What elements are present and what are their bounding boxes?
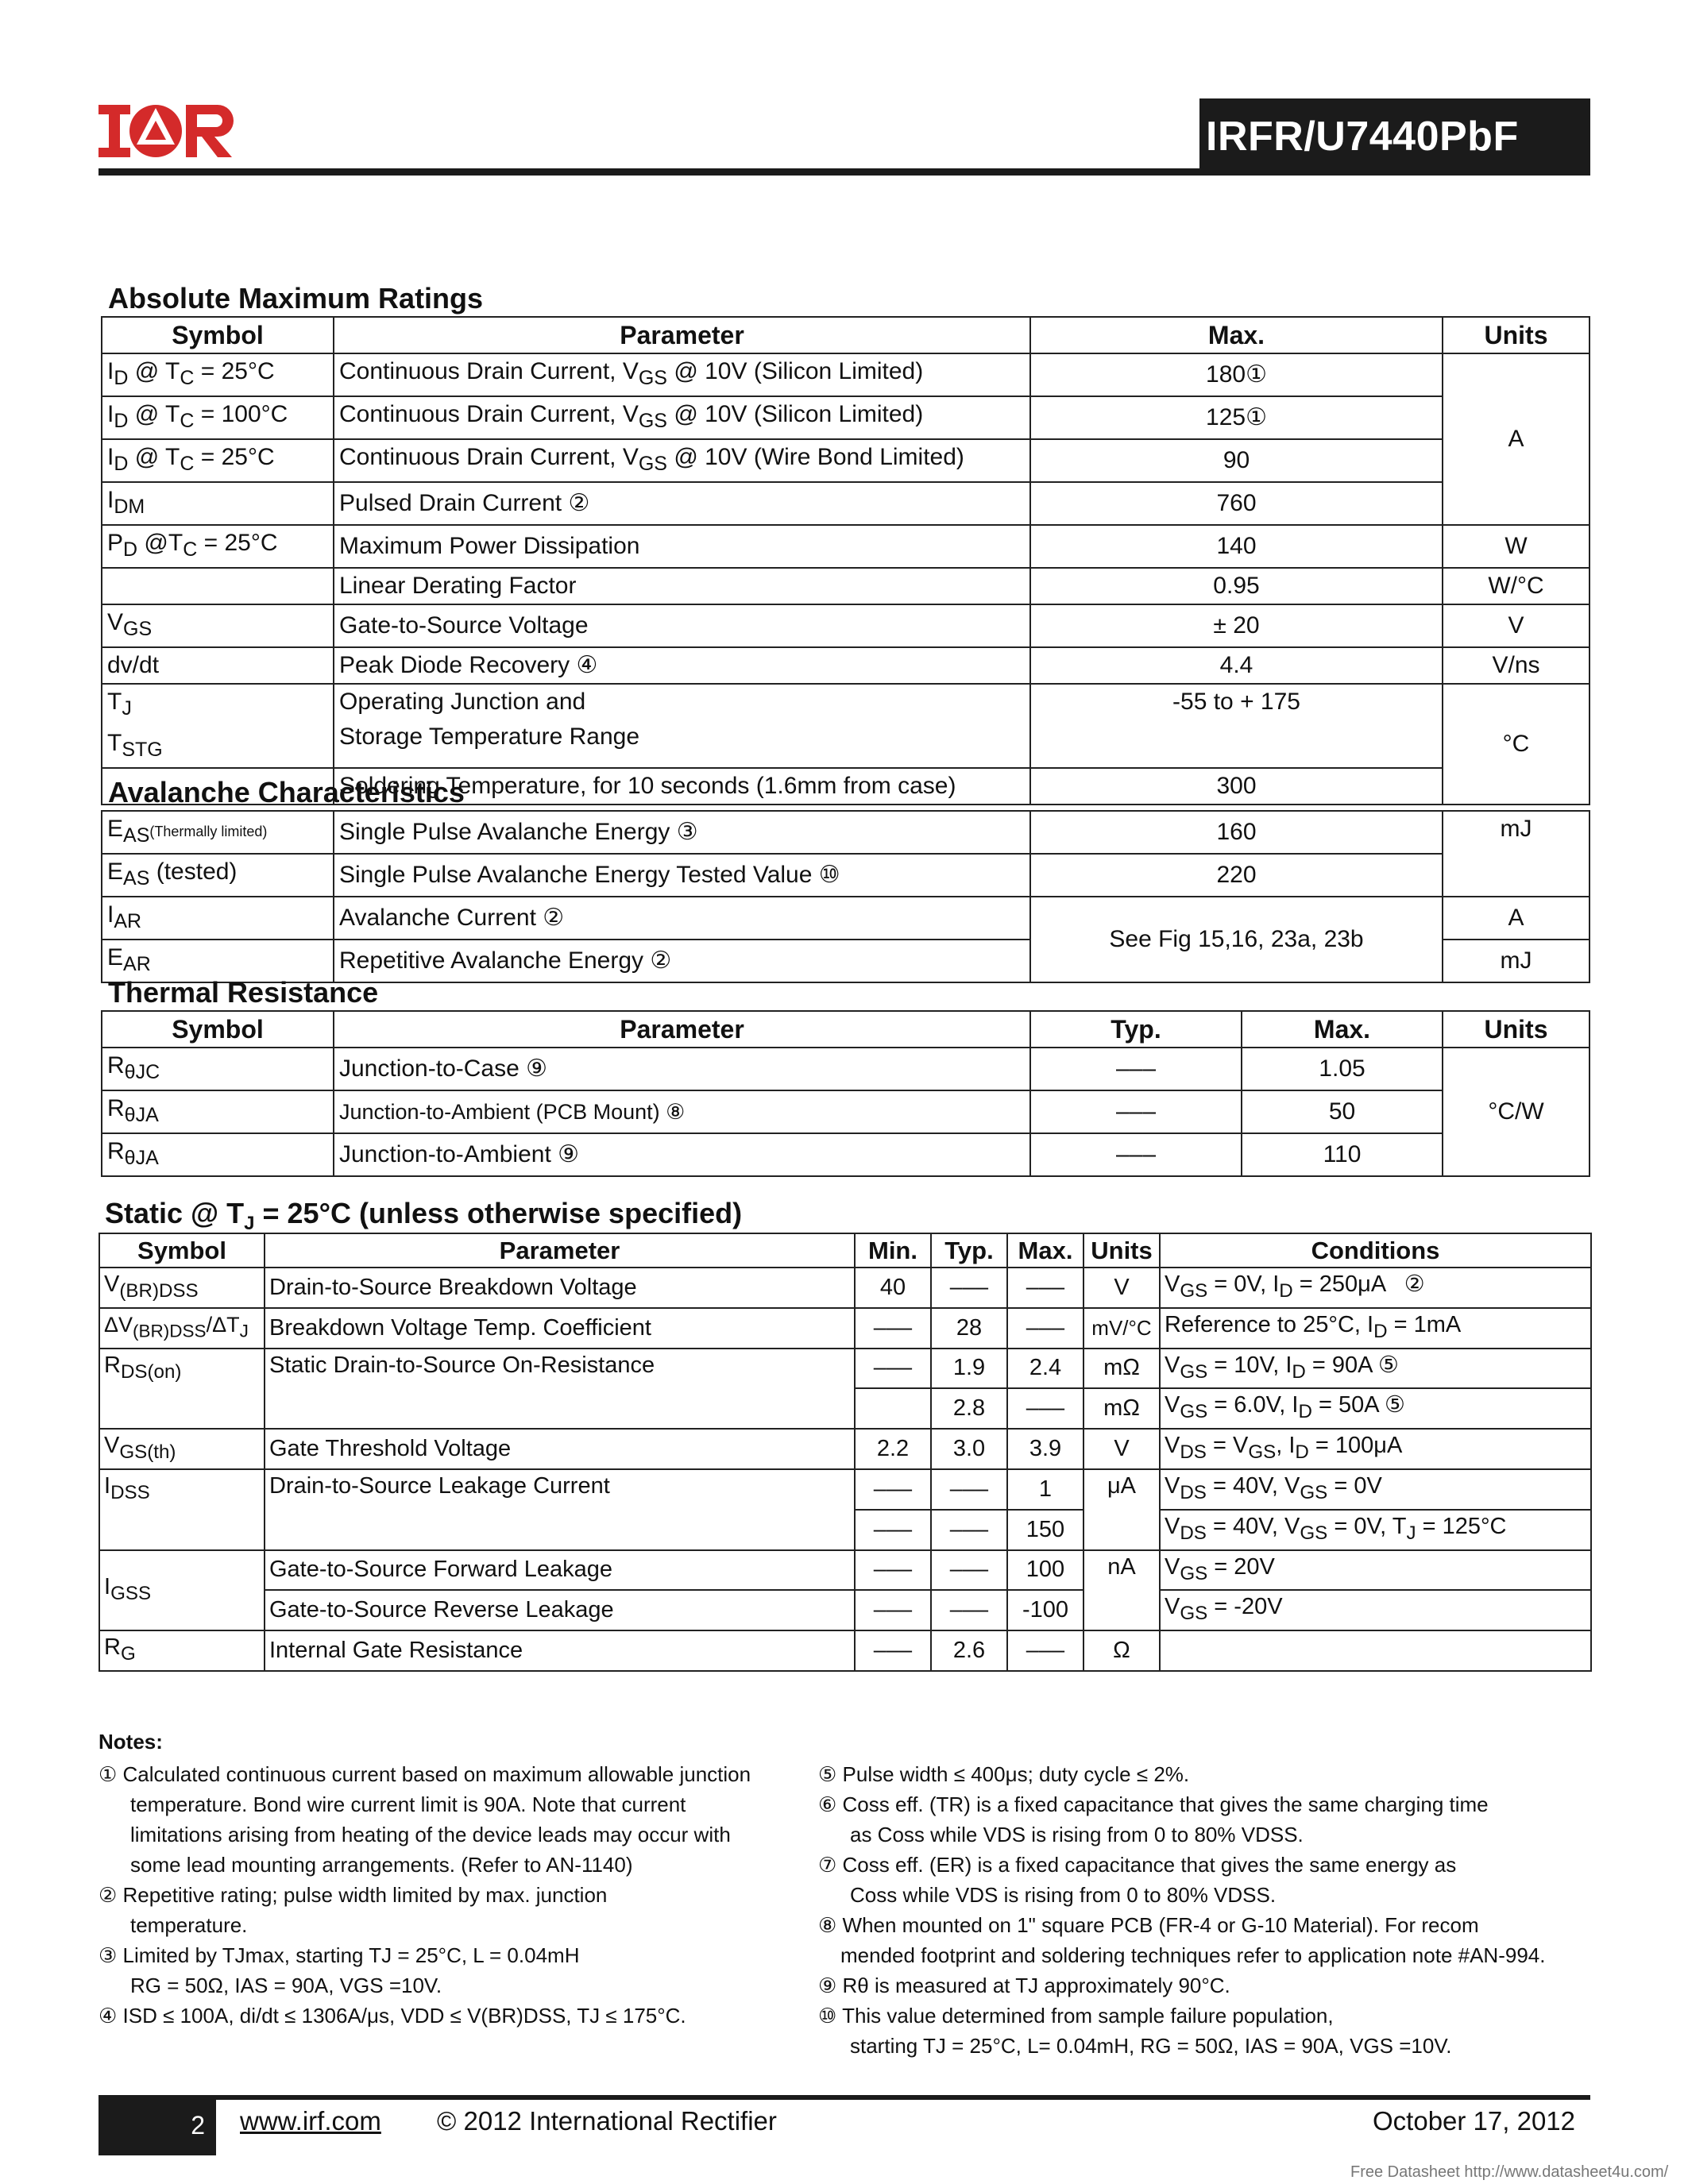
symbol-cell: $R_{DS(on)}$ <box>99 1349 265 1430</box>
col-symbol: Symbol <box>102 317 334 353</box>
table-row <box>102 604 1590 647</box>
note-line: some lead mounting arrangements. (Refer to AN-1140) <box>130 1853 633 1877</box>
symbol-cell: $E_{AS}$ (tested) <box>102 854 334 897</box>
table-row <box>99 1349 1591 1389</box>
typ-cell: ––– <box>931 1469 1007 1510</box>
col-parameter: Parameter <box>334 1011 1030 1048</box>
symbol-cell: $I_{DM}$ <box>102 482 334 525</box>
symbol-cell: $I_D$ @ $T_C = 25^\circ C$ <box>102 353 334 396</box>
symbol-cell: $P_D$ $@T_C = 25^\circ C$ <box>102 525 334 568</box>
max-cell: 110 <box>1242 1133 1443 1176</box>
max-cell: 125① <box>1030 396 1443 439</box>
conditions-cell: $V_{GS} = 10V$, $I_D = 90A$ ⑤ <box>1160 1349 1591 1389</box>
max-cell: 0.95 <box>1030 568 1443 604</box>
table-row <box>102 439 1590 482</box>
col-symbol: Symbol <box>102 1011 334 1048</box>
symbol-cell: $I_{GSS}$ <box>99 1550 265 1631</box>
symbol-cell: $I_D$ @ $T_C = 100^\circ C$ <box>102 396 334 439</box>
parameter-cell: Junction-to-Ambient ⑨ <box>334 1133 1030 1176</box>
typ-cell: 2.8 <box>931 1388 1007 1429</box>
notes-left-column <box>98 1759 813 2031</box>
max-cell: 180① <box>1030 353 1443 396</box>
note-line: ⑨ Rθ is measured at TJ approximately 90°C. <box>818 1974 1230 1997</box>
table-row <box>99 1308 1591 1349</box>
units-cell: mΩ <box>1083 1388 1160 1429</box>
parameter-cell: Repetitive Avalanche Energy ② <box>334 940 1030 982</box>
footer-rule <box>98 2095 1590 2100</box>
units-cell: W <box>1443 525 1590 568</box>
parameter-cell: Linear Derating Factor <box>334 568 1030 604</box>
symbol-cell: $V_{(BR)DSS}$ <box>99 1268 265 1308</box>
units-cell: V/ns <box>1443 647 1590 684</box>
max-cell: 50 <box>1242 1090 1443 1133</box>
conditions-cell: $V_{GS} = -20V$ <box>1160 1590 1591 1630</box>
table-row <box>102 647 1590 684</box>
units-cell: V <box>1083 1268 1160 1308</box>
page-number: 2 <box>98 2095 216 2155</box>
units-cell: A <box>1443 353 1590 525</box>
max-cell: 1 <box>1007 1469 1083 1510</box>
notes-right-column <box>818 1759 1597 2061</box>
table-row <box>99 1550 1591 1591</box>
note-line: RG = 50Ω, IAS = 90A, VGS =10V. <box>130 1974 442 1997</box>
conditions-cell: $V_{GS} = 20V$ <box>1160 1550 1591 1591</box>
watermark-text: Free Datasheet http://www.datasheet4u.com/ <box>1350 2163 1669 2181</box>
col-typ: Typ. <box>931 1233 1007 1268</box>
col-conditions: Conditions <box>1160 1233 1591 1268</box>
part-number: IRFR/U7440PbF <box>1199 98 1590 175</box>
conditions-cell: $V_{GS} = 0V$, $I_D = 250\mu A$ ② <box>1160 1268 1591 1308</box>
static-title: Static @ $T_J = 25^\circ C$ (unless otherwise specified) <box>105 1197 743 1235</box>
conditions-cell: $V_{GS} = 6.0V$, $I_D = 50A$ ⑤ <box>1160 1388 1591 1429</box>
table-row <box>102 811 1590 854</box>
min-cell <box>855 1388 931 1429</box>
table-row <box>102 1133 1590 1176</box>
value-cell: 160 <box>1030 811 1443 854</box>
parameter-cell: Pulsed Drain Current ② <box>334 482 1030 525</box>
parameter-cell: Drain-to-Source Breakdown Voltage <box>265 1268 855 1308</box>
table-row <box>99 1268 1591 1308</box>
symbol-cell: $V_{GS(th)}$ <box>99 1429 265 1469</box>
symbol-cell: $E_{AR}$ <box>102 940 334 982</box>
symbol-cell: $R_G$ <box>99 1630 265 1671</box>
col-typ: Typ. <box>1030 1011 1242 1048</box>
units-cell: V <box>1443 604 1590 647</box>
website-link[interactable]: www.irf.com <box>240 2106 381 2136</box>
units-cell: mV/°C <box>1083 1308 1160 1349</box>
col-units: Units <box>1083 1233 1160 1268</box>
max-cell: 760 <box>1030 482 1443 525</box>
parameter-cell: Continuous Drain Current, $V_{GS}$ @ 10V (Silicon Limited) <box>334 353 1030 396</box>
col-parameter: Parameter <box>265 1233 855 1268</box>
parameter-cell: Gate Threshold Voltage <box>265 1429 855 1469</box>
parameter-cell: Continuous Drain Current, $V_{GS}$ @ 10V (Wire Bond Limited) <box>334 439 1030 482</box>
max-cell: 150 <box>1007 1510 1083 1550</box>
value-cell: See Fig 15,16, 23a, 23b <box>1030 897 1443 982</box>
symbol-cell: $R_{\theta JA}$ <box>102 1090 334 1133</box>
conditions-cell: $V_{DS} = 40V$, $V_{GS} = 0V$, $T_J = 125^\circ C$ <box>1160 1510 1591 1550</box>
symbol-cell: $E_{AS}(Thermally$ limited) <box>102 811 334 854</box>
parameter-cell: Single Pulse Avalanche Energy ③ <box>334 811 1030 854</box>
units-cell: W/°C <box>1443 568 1590 604</box>
max-cell: -100 <box>1007 1590 1083 1630</box>
note-line: starting TJ = 25°C, L= 0.04mH, RG = 50Ω, IAS = 90A, VGS =10V. <box>850 2034 1452 2058</box>
publish-date: October 17, 2012 <box>1373 2106 1576 2136</box>
parameter-cell: Continuous Drain Current, $V_{GS}$ @ 10V (Silicon Limited) <box>334 396 1030 439</box>
typ-cell: ––– <box>1030 1090 1242 1133</box>
table-header-row <box>102 317 1590 353</box>
max-cell: 1.05 <box>1242 1048 1443 1090</box>
max-cell: 90 <box>1030 439 1443 482</box>
min-cell: 40 <box>855 1268 931 1308</box>
table-row <box>102 396 1590 439</box>
col-parameter: Parameter <box>334 317 1030 353</box>
note-line: as Coss while VDS is rising from 0 to 80% VDSS. <box>850 1823 1304 1846</box>
units-cell: mΩ <box>1083 1349 1160 1389</box>
typ-cell: ––– <box>1030 1133 1242 1176</box>
min-cell: ––– <box>855 1308 931 1349</box>
thermal-table <box>101 1010 1590 1177</box>
parameter-cell: Gate-to-Source Voltage <box>334 604 1030 647</box>
typ-cell: 2.6 <box>931 1630 1007 1671</box>
min-cell: ––– <box>855 1510 931 1550</box>
note-line: ③ Limited by TJmax, starting TJ = 25°C, L = 0.04mH <box>98 1943 580 1967</box>
units-cell: Ω <box>1083 1630 1160 1671</box>
symbol-cell: $R_{\theta JA}$ <box>102 1133 334 1176</box>
min-cell: ––– <box>855 1630 931 1671</box>
min-cell: ––– <box>855 1349 931 1389</box>
symbol-cell: $V_{GS}$ <box>102 604 334 647</box>
symbol-cell: $I_{DSS}$ <box>99 1469 265 1550</box>
col-symbol: Symbol <box>99 1233 265 1268</box>
max-cell: 3.9 <box>1007 1429 1083 1469</box>
notes-title: Notes: <box>98 1730 163 1754</box>
table-row <box>102 568 1590 604</box>
max-cell: 4.4 <box>1030 647 1443 684</box>
col-max: Max. <box>1030 317 1443 353</box>
note-line: ① Calculated continuous current based on maximum allowable junction <box>98 1762 751 1786</box>
units-cell: °C/W <box>1443 1048 1590 1176</box>
units-cell: nA <box>1083 1550 1160 1631</box>
typ-cell: ––– <box>931 1510 1007 1550</box>
parameter-cell: Maximum Power Dissipation <box>334 525 1030 568</box>
table-header-row <box>99 1233 1591 1268</box>
table-row <box>102 482 1590 525</box>
units-cell: V <box>1083 1429 1160 1469</box>
symbol-cell: $I_D$ @ $T_C = 25^\circ C$ <box>102 439 334 482</box>
note-line: Coss while VDS is rising from 0 to 80% VDSS. <box>850 1883 1277 1907</box>
abs-max-table <box>101 316 1590 805</box>
table-row <box>102 1090 1590 1133</box>
ir-logo <box>98 103 257 167</box>
note-line: mended footprint and soldering techniques refer to application note #AN-994. <box>840 1943 1546 1967</box>
note-line: limitations arising from heating of the device leads may occur with <box>130 1823 731 1846</box>
typ-cell: 28 <box>931 1308 1007 1349</box>
units-cell: A <box>1443 897 1590 940</box>
table-row <box>102 854 1590 897</box>
conditions-cell: $V_{DS} = V_{GS}$, $I_D = 100\mu A$ <box>1160 1429 1591 1469</box>
col-units: Units <box>1443 317 1590 353</box>
static-table <box>98 1233 1592 1672</box>
min-cell: 2.2 <box>855 1429 931 1469</box>
max-cell: 140 <box>1030 525 1443 568</box>
max-cell: -55 to + 175 <box>1030 684 1443 768</box>
copyright-text: © 2012 International Rectifier <box>437 2106 777 2136</box>
conditions-cell <box>1160 1630 1591 1671</box>
conditions-cell: Reference to 25°C, $I_D = 1mA$ <box>1160 1308 1591 1349</box>
note-line: ⑥ Coss eff. (TR) is a fixed capacitance that gives the same charging time <box>818 1792 1489 1816</box>
parameter-cell: Operating Junction and Storage Temperature Range <box>334 684 1030 768</box>
note-line: ⑤ Pulse width ≤ 400μs; duty cycle ≤ 2%. <box>818 1762 1190 1786</box>
table-row <box>102 353 1590 396</box>
note-line: temperature. Bond wire current limit is 90A. Note that current <box>130 1792 686 1816</box>
note-line: temperature. <box>130 1913 248 1937</box>
units-cell: mJ <box>1443 811 1590 897</box>
avalanche-title: Avalanche Characteristics <box>108 776 465 808</box>
note-line: ⑦ Coss eff. (ER) is a fixed capacitance that gives the same energy as <box>818 1853 1457 1877</box>
symbol-cell: dv/dt <box>102 647 334 684</box>
parameter-cell: Gate-to-Source Forward Leakage <box>265 1550 855 1591</box>
parameter-cell: Breakdown Voltage Temp. Coefficient <box>265 1308 855 1349</box>
symbol-cell: $T_J$ $T_{STG}$ <box>102 684 334 768</box>
min-cell: ––– <box>855 1469 931 1510</box>
typ-cell: ––– <box>931 1590 1007 1630</box>
min-cell: ––– <box>855 1590 931 1630</box>
avalanche-table <box>101 810 1590 983</box>
table-row <box>102 897 1590 940</box>
typ-cell: ––– <box>1030 1048 1242 1090</box>
table-row <box>102 684 1590 768</box>
col-min: Min. <box>855 1233 931 1268</box>
parameter-cell: Internal Gate Resistance <box>265 1630 855 1671</box>
col-units: Units <box>1443 1011 1590 1048</box>
header-rule <box>98 168 1590 176</box>
note-line: ② Repetitive rating; pulse width limited by max. junction <box>98 1883 608 1907</box>
parameter-cell: Single Pulse Avalanche Energy Tested Value ⑩ <box>334 854 1030 897</box>
col-max: Max. <box>1242 1011 1443 1048</box>
parameter-cell: Static Drain-to-Source On-Resistance <box>265 1349 855 1430</box>
max-cell: 2.4 <box>1007 1349 1083 1389</box>
max-cell: ––– <box>1007 1630 1083 1671</box>
parameter-cell: Avalanche Current ② <box>334 897 1030 940</box>
max-cell: 300 <box>1030 768 1443 805</box>
table-row <box>99 1630 1591 1671</box>
conditions-cell: $V_{DS} = 40V$, $V_{GS} = 0V$ <box>1160 1469 1591 1510</box>
parameter-cell: Drain-to-Source Leakage Current <box>265 1469 855 1550</box>
symbol-cell: $R_{\theta JC}$ <box>102 1048 334 1090</box>
note-line: ④ ISD ≤ 100A, di/dt ≤ 1306A/μs, VDD ≤ V(BR)DSS, TJ ≤ 175°C. <box>98 2004 686 2028</box>
parameter-cell: Soldering Temperature, for 10 seconds (1.6mm from case) <box>334 768 1030 805</box>
table-row <box>99 1590 1591 1630</box>
table-row <box>99 1469 1591 1510</box>
parameter-cell: Peak Diode Recovery ④ <box>334 647 1030 684</box>
note-line: ⑩ This value determined from sample failure population, <box>818 2004 1334 2028</box>
max-cell: ––– <box>1007 1308 1083 1349</box>
value-cell: 220 <box>1030 854 1443 897</box>
symbol-cell: $\Delta V_{(BR)DSS}/\Delta T_J$ <box>99 1308 265 1349</box>
max-cell: ± 20 <box>1030 604 1443 647</box>
table-header-row <box>102 1011 1590 1048</box>
typ-cell: ––– <box>931 1550 1007 1591</box>
table-row <box>102 525 1590 568</box>
parameter-cell: Junction-to-Case ⑨ <box>334 1048 1030 1090</box>
units-cell: μA <box>1083 1469 1160 1550</box>
min-cell: ––– <box>855 1550 931 1591</box>
abs-max-title: Absolute Maximum Ratings <box>108 282 484 314</box>
parameter-cell: Junction-to-Ambient (PCB Mount) ⑧ <box>334 1090 1030 1133</box>
symbol-cell <box>102 568 334 604</box>
typ-cell: ––– <box>931 1268 1007 1308</box>
units-cell: °C <box>1443 684 1590 805</box>
col-max: Max. <box>1007 1233 1083 1268</box>
thermal-title: Thermal Resistance <box>108 976 379 1009</box>
typ-cell: 1.9 <box>931 1349 1007 1389</box>
units-cell: mJ <box>1443 940 1590 982</box>
table-row <box>102 1048 1590 1090</box>
table-row <box>99 1429 1591 1469</box>
parameter-cell: Gate-to-Source Reverse Leakage <box>265 1590 855 1630</box>
symbol-cell: $I_{AR}$ <box>102 897 334 940</box>
max-cell: ––– <box>1007 1388 1083 1429</box>
max-cell: 100 <box>1007 1550 1083 1591</box>
max-cell: ––– <box>1007 1268 1083 1308</box>
note-line: ⑧ When mounted on 1" square PCB (FR-4 or G-10 Material). For recom <box>818 1913 1479 1937</box>
typ-cell: 3.0 <box>931 1429 1007 1469</box>
